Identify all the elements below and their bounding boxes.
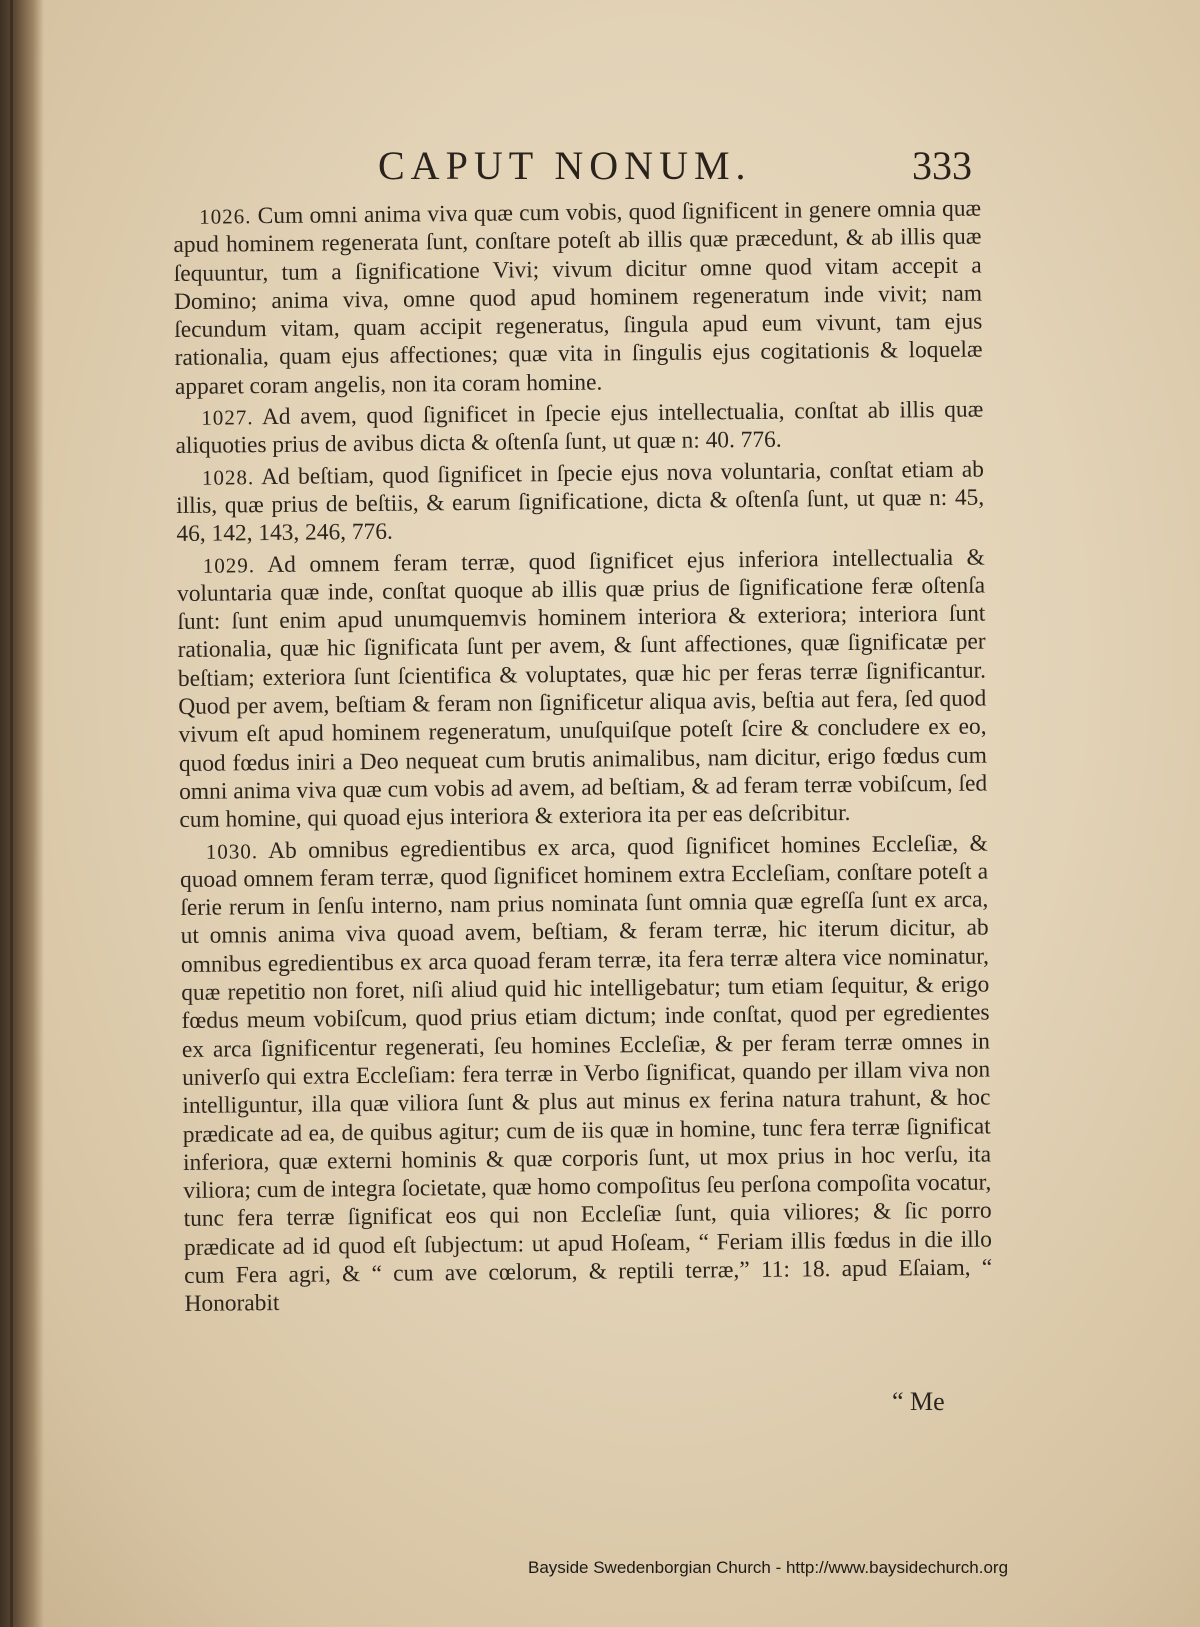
- paragraph-text: Ad beſtiam, quod ſignificet in ſpecie ejus nova voluntaria, conſtat etiam ab illis, quæ prius de beſtiis, & earum ſignificatione, dicta & oſtenſa ſunt, ut quæ n: 45, 46, 142, 143, 246, 776.: [176, 456, 985, 548]
- page-header: [360, 142, 980, 192]
- binding-edge: [10, 0, 13, 1627]
- page-number: 333: [912, 143, 972, 188]
- source-watermark: Bayside Swedenborgian Church - http://www.baysidechurch.org: [528, 1558, 1009, 1577]
- paragraph-1030: [180, 829, 993, 1318]
- body-text: [173, 195, 993, 1319]
- paragraph-1026: [173, 195, 983, 402]
- running-head: CAPUT NONUM.: [378, 143, 752, 188]
- paragraph-number: 1029.: [202, 552, 256, 578]
- paragraph-text: Ad omnem feram terræ, quod ſignificet ejus inferiora intellectualia & voluntaria quæ inde, conſtat quoque ab illis quæ prius de ſignificatione feræ oſtenſa ſunt: ſunt enim apud unumquemvis hominem interiora & exteriora; interiora ſunt rationalia, quæ hic ſignificata ſunt per avem, & ſunt affectiones, quæ ſignificatæ per beſtiam; exteriora ſunt ſcientifica & voluptates, quæ hic per feras terræ ſignificantur. Quod per avem, beſtiam & feram non ſignificetur aliqua avis, beſtia aut fera, ſed quod vivum eſt apud hominem regeneratum, unuſquiſque poteſt ſcire & concludere ex eo, quod fœdus iniri a Deo nequeat cum brutis animalibus, nam dicitur, erigo fœdus cum omni anima viva quæ cum vobis ad avem, ad beſtiam, & ad feram terræ vobiſcum, ſed cum homine, qui quoad ejus interiora & exteriora ita per eas deſcribitur.: [176, 544, 988, 834]
- paragraph-number: 1028.: [201, 464, 255, 490]
- paragraph-1029: [177, 543, 988, 834]
- paragraph-1027: [175, 396, 984, 461]
- page-gutter: [0, 0, 44, 1627]
- paragraph-1028: [176, 455, 985, 548]
- paragraph-number: 1030.: [205, 838, 259, 864]
- paragraph-text: Ad avem, quod ſignificet in ſpecie ejus intellectualia, conſtat ab illis quæ aliquoties prius de avibus dicta & oſtenſa ſunt, ut quæ n: 40. 776.: [175, 396, 984, 460]
- paragraph-text: Cum omni anima viva quæ cum vobis, quod ſignificent in genere omnia quæ apud hominem regenerata ſunt, conſtare poteſt ab illis quæ præcedunt, & ab illis quæ ſequuntur, tum a ſignificatione Vivi; vivum dicitur omne quod vitam accepit a Domino; anima viva, omne quod apud hominem regeneratum inde vivit; nam ſecundum vitam, quam accipit regeneratus, ſingula apud eum vivunt, tam ejus rationalia, quam ejus affectiones; quæ vita in ſingulis ejus cogitationis & loquelæ apparet coram angelis, non ita coram homine.: [173, 195, 983, 400]
- paragraph-number: 1026.: [199, 204, 252, 229]
- paragraph-text: Ab omnibus egredientibus ex arca, quod ſignificet homines Eccleſiæ, & quoad omnem feram terræ, quod ſignificet hominem extra Eccleſiam, conſtare poteſt a ſerie rerum in ſenſu interno, nam prius nominata ſunt omnia quæ egreſſa ſunt ex arca, ut omnis anima viva quoad avem, beſtiam, & feram terræ, hic iterum dicitur, ab omnibus egredientibus ex arca quoad feram terræ, ita fera terræ altera vice nominatur, quæ repetitio non foret, niſi aliud quid hic intelligebatur; tum etiam ſequitur, & erigo fœdus meum vobiſcum, quod prius etiam dictum; inde conſtat, quod per egredientes ex arca ſignificentur regenerati, ſeu homines Eccleſiæ, & per feram terræ omnes in univerſo qui extra Eccleſiam: fera terræ in Verbo ſignificat, quando per illam viva non intelliguntur, illa quæ viliora ſunt & plus aut minus ex ferina natura trahunt, & hoc prædicate ad ea, de quibus agitur; cum de iis quæ in homine, tunc fera terræ ſignificat inferiora, quæ externi hominis & quæ corporis ſunt, ut mox prius in hoc verſu, ita viliora; cum de integra ſocietate, quæ homo compoſitus ſeu perſona compoſita vocatur, tunc fera terræ ſignificat eos qui non Eccleſiæ ſunt, quia viliores; & ſic porro prædicate ad id quod eſt ſubjectum: ut apud Hoſeam, “ Feriam illis fœdus in die illo cum Fera agri, & “ cum ave cœlorum, & reptili terræ,” 11: 18. apud Eſaiam, “ Honorabit: [179, 830, 993, 1318]
- catchword: “ Me: [892, 1387, 945, 1416]
- paragraph-number: 1027.: [201, 405, 254, 430]
